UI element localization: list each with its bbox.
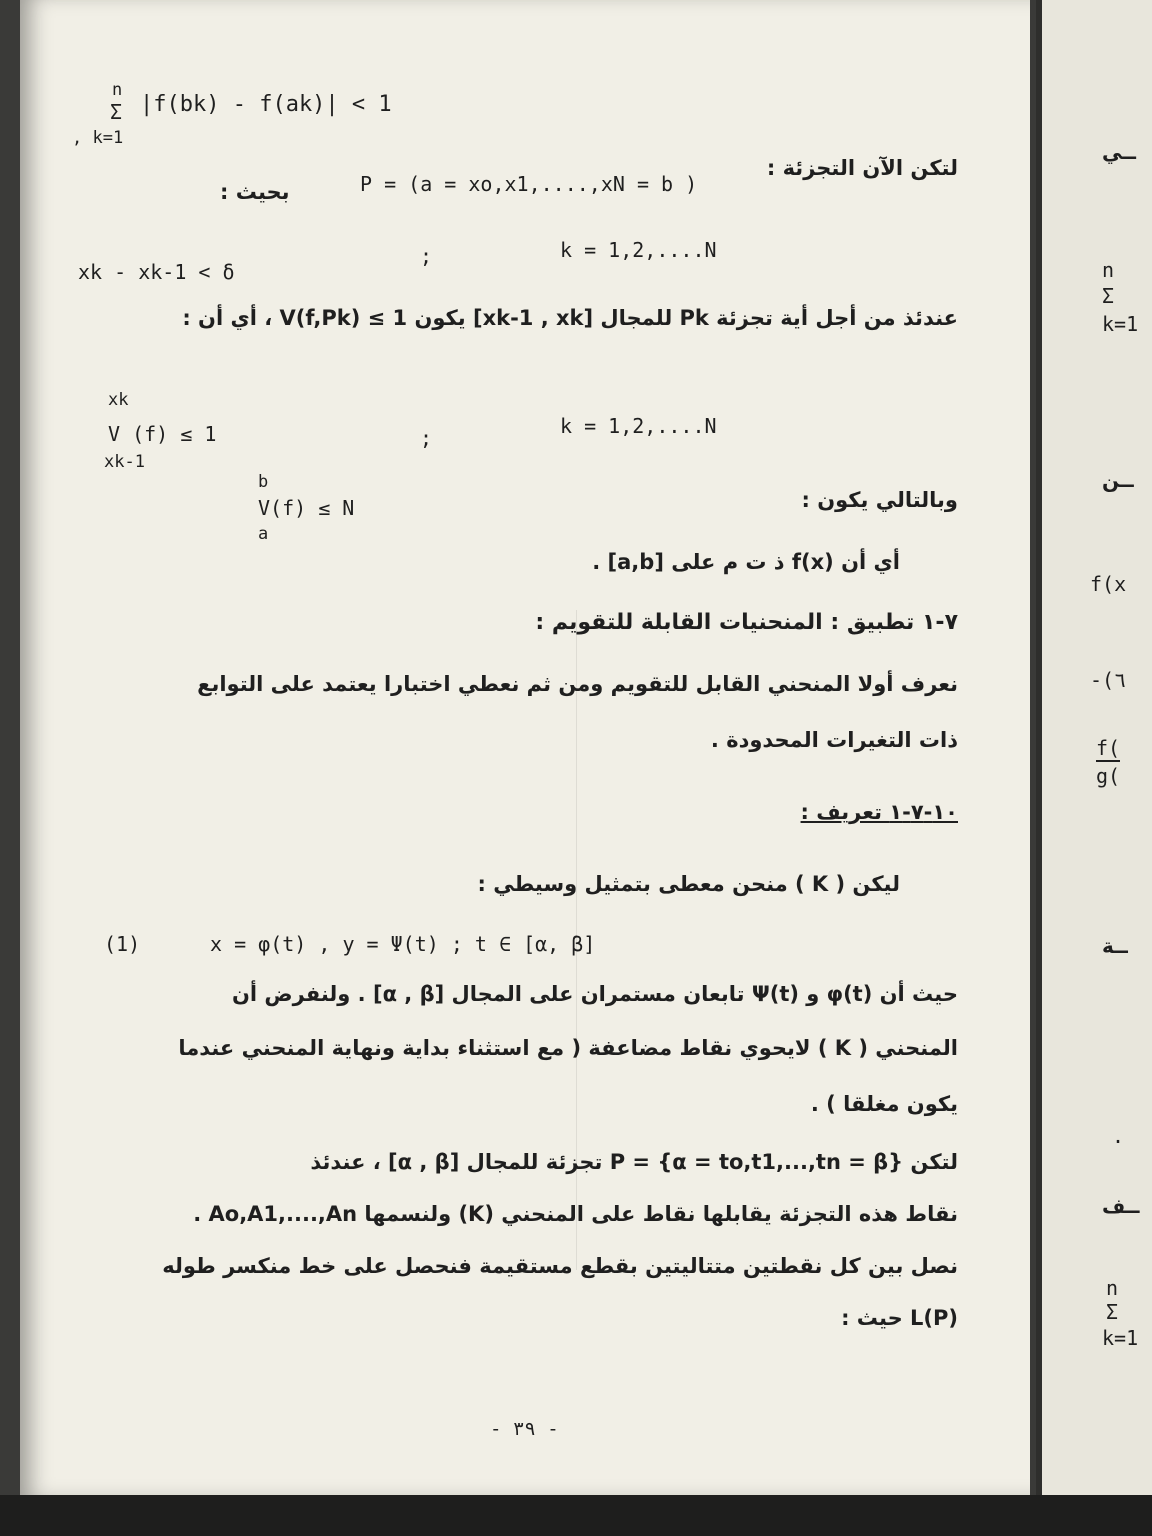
formula-sum-bottom: , k=1 [72,128,124,148]
para3-line2: نقاط هذه التجزئة يقابلها نقاط على المنحني (K) ولنسمها Ao,A1,....,An . [193,1202,958,1226]
right-sum-sigma: Σ [1102,284,1115,308]
total-mid: V(f) ≤ N [258,496,355,520]
para3-line4: L(P) حيث : [841,1306,958,1330]
para3-line3: نصل بين كل نقطتين متتاليتين بقطع مستقيمة فنحصل على خط منكسر طوله [162,1254,958,1278]
para1-line1: نعرف أولا المنحني القابل للتقويم ومن ثم نعطي اختبارا يعتمد على التوابع [197,672,958,696]
right-sum2-bottom: k=1 [1102,1326,1139,1350]
right-frag-2: ــن [1102,468,1134,492]
total-bottom: a [258,524,269,544]
formula-sum-top: n [112,80,123,100]
right-frag-4: -(٦ [1090,668,1127,692]
right-sum-top: n [1102,258,1115,282]
equation-body: x = φ(t) , y = Ψ(t) ; t ∈ [α, β] [210,932,596,956]
var-mid: V (f) ≤ 1 [108,422,217,446]
partition-where: بحيث : [220,180,290,204]
right-frag-1: ــي [1102,140,1136,164]
var-sep: ; [420,426,433,450]
book-page [20,0,1030,1495]
thus-text: وبالتالي يكون : [801,488,958,512]
facing-page [1036,0,1152,1495]
right-frag-5: ــة [1102,934,1128,958]
right-frag-6: . [1112,1124,1125,1148]
total-top: b [258,472,269,492]
para2-line3: يكون مغلقا ) . [810,1092,958,1116]
right-frac-bottom: g( [1096,764,1121,788]
partition-set: P = (a = xo,x1,....,xN = b ) [360,172,698,196]
var-top: xk [108,390,129,410]
page-number: - ٣٩ - [490,1418,559,1440]
scan-edge [0,1495,1152,1536]
right-frac-top: f( [1096,736,1121,760]
conclusion: أي أن f(x) ذ ت م على [a,b] . [592,550,900,574]
then-text: عندئذ من أجل أية تجزئة Pk للمجال [xk-1 , xk] يكون V(f,Pk) ≤ 1 ، أي أن : [182,306,958,330]
formula-sum-sigma: Σ [110,100,123,124]
condition-sep: ; [420,244,433,268]
right-sum-bottom: k=1 [1102,312,1139,336]
formula-sum-body: |f(bk) - f(ak)| < 1 [140,92,392,117]
curve-intro: ليكن ( K ) منحن معطى بتمثيل وسيطي : [477,872,900,896]
para2-line2: المنحني ( K ) لايحوي نقاط مضاعفة ( مع استثناء بداية ونهاية المنحني عندما [178,1036,958,1060]
condition-k: k = 1,2,....N [560,238,717,262]
right-frag-3: f(x [1090,572,1127,596]
para1-line2: ذات التغيرات المحدودة . [710,728,958,752]
condition-diff: xk - xk-1 < δ [78,260,235,284]
definition-label: ١٠-٧-١ تعريف : [800,800,958,824]
para3-line1: لتكن P = {α = to,t1,...,tn = β} تجزئة للمجال [α , β] ، عندئذ [310,1150,958,1174]
right-sum2-top: n [1106,1276,1119,1300]
partition-intro: لتكن الآن التجزئة : [766,156,958,180]
right-frag-7: ــف [1102,1194,1140,1218]
var-k: k = 1,2,....N [560,414,717,438]
var-bottom: xk-1 [104,452,145,472]
equation-number: (1) [104,932,141,956]
section-title: ٧-١ تطبيق : المنحنيات القابلة للتقويم : [535,610,958,635]
para2-line1: حيث أن φ(t) و Ψ(t) تابعان مستمران على المجال [α , β] . ولنفرض أن [231,982,958,1006]
right-sum2-sigma: Σ [1106,1300,1119,1324]
